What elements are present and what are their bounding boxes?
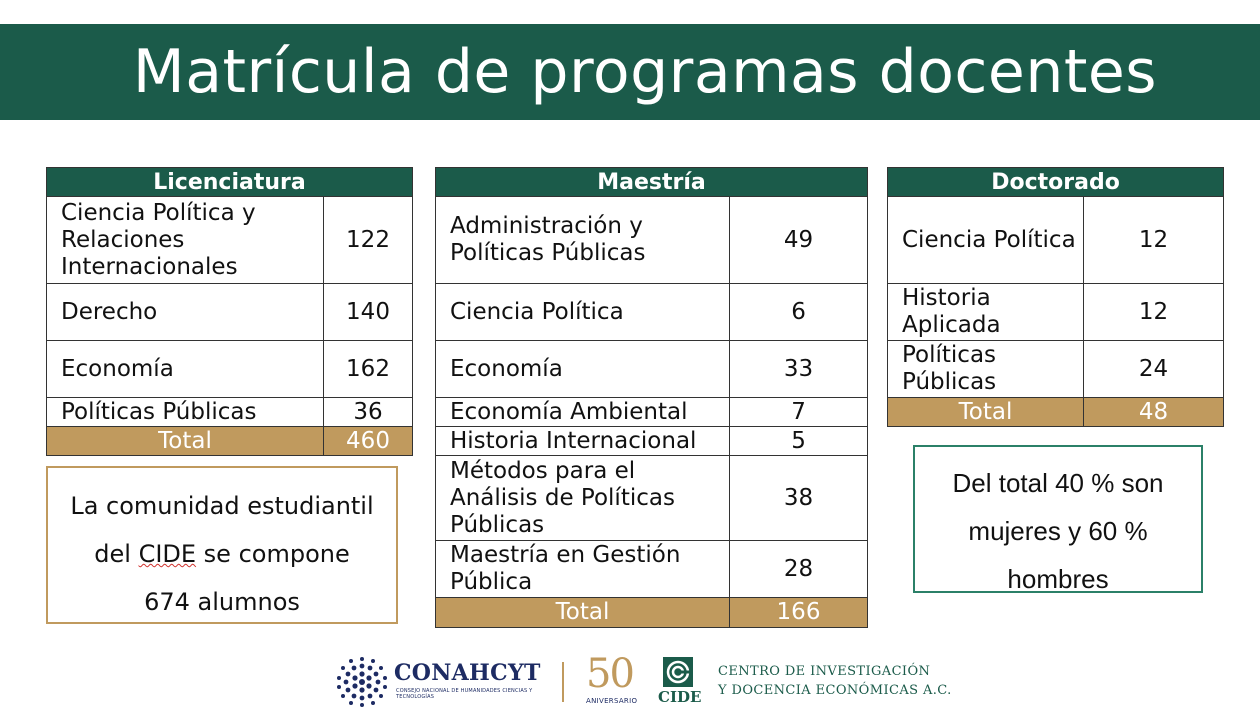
table-row	[888, 341, 1224, 398]
program-name: Economía	[47, 341, 324, 398]
table-row	[436, 427, 868, 456]
table-row	[47, 398, 413, 427]
total-value: 460	[324, 427, 413, 456]
program-name: Maestría en Gestión Pública	[436, 541, 730, 598]
conahcyt-logo-icon	[336, 656, 388, 708]
table-row	[436, 197, 868, 284]
maestria-header: Maestría	[436, 168, 868, 197]
program-count: 28	[730, 541, 868, 598]
student-community-box	[46, 466, 398, 624]
program-name: Ciencia Política	[888, 197, 1084, 284]
cide-full-name	[718, 662, 952, 700]
licenciatura-table	[46, 167, 413, 456]
table-row	[436, 341, 868, 398]
cide-word: CIDE	[138, 540, 197, 568]
logo-divider	[562, 662, 564, 702]
total-row	[888, 398, 1224, 427]
program-count: 162	[324, 341, 413, 398]
cide-short-label: CIDE	[658, 688, 702, 706]
program-name: Historia Internacional	[436, 427, 730, 456]
total-label: Total	[436, 598, 730, 628]
gender-line-2: mujeres y 60 %	[968, 516, 1148, 546]
conahcyt-name: CONAHCYT	[394, 660, 541, 686]
table-row	[47, 341, 413, 398]
table-row	[47, 284, 413, 341]
gender-distribution-box	[913, 445, 1203, 593]
table-row	[47, 197, 413, 284]
total-row	[47, 427, 413, 456]
program-count: 7	[730, 398, 868, 427]
anniversary-number: 50	[586, 651, 633, 697]
table-row	[888, 197, 1224, 284]
program-name: Políticas Públicas	[47, 398, 324, 427]
gender-line-1: Del total 40 % son	[952, 468, 1164, 498]
total-value: 166	[730, 598, 868, 628]
program-count: 5	[730, 427, 868, 456]
program-count: 140	[324, 284, 413, 341]
cide-full-line-1: CENTRO DE INVESTIGACIÓN	[718, 664, 931, 679]
program-name: Ciencia Política	[436, 284, 730, 341]
gender-line-3: hombres	[1007, 564, 1109, 594]
program-count: 33	[730, 341, 868, 398]
program-name: Historia Aplicada	[888, 284, 1084, 341]
community-line-2-pre: del	[94, 540, 139, 568]
doctorado-table	[887, 167, 1224, 427]
cide-logo-icon	[662, 656, 694, 688]
total-value: 48	[1084, 398, 1224, 427]
licenciatura-header: Licenciatura	[47, 168, 413, 197]
table-row	[888, 284, 1224, 341]
program-count: 49	[730, 197, 868, 284]
community-line-2-post: se compone	[196, 540, 350, 568]
table-row	[436, 541, 868, 598]
maestria-table	[435, 167, 868, 628]
community-line-2	[48, 530, 396, 578]
program-name: Derecho	[47, 284, 324, 341]
program-count: 36	[324, 398, 413, 427]
page-title: Matrícula de programas docentes	[132, 37, 1158, 107]
total-row	[436, 598, 868, 628]
program-name: Administración y Políticas Públicas	[436, 197, 730, 284]
anniversary-text: ANIVERSARIO	[586, 697, 638, 705]
table-row	[436, 456, 868, 541]
program-count: 38	[730, 456, 868, 541]
table-row	[436, 398, 868, 427]
total-label: Total	[47, 427, 324, 456]
total-label: Total	[888, 398, 1084, 427]
program-name: Ciencia Política y Relaciones Internacionales	[47, 197, 324, 284]
program-name: Métodos para el Análisis de Políticas Públicas	[436, 456, 730, 541]
footer-logos	[0, 648, 1260, 710]
program-name: Economía Ambiental	[436, 398, 730, 427]
title-bar	[0, 24, 1260, 120]
program-count: 122	[324, 197, 413, 284]
doctorado-header: Doctorado	[888, 168, 1224, 197]
program-name: Políticas Públicas	[888, 341, 1084, 398]
community-line-3: 674 alumnos	[144, 588, 300, 616]
program-count: 6	[730, 284, 868, 341]
conahcyt-subtitle: CONSEJO NACIONAL DE HUMANIDADES CIENCIAS Y TECNOLOGÍAS	[396, 688, 533, 700]
community-line-1: La comunidad estudiantil	[70, 492, 374, 520]
program-count: 24	[1084, 341, 1224, 398]
program-name: Economía	[436, 341, 730, 398]
program-count: 12	[1084, 197, 1224, 284]
program-count: 12	[1084, 284, 1224, 341]
table-row	[436, 284, 868, 341]
cide-full-line-2: Y DOCENCIA ECONÓMICAS A.C.	[718, 683, 952, 698]
